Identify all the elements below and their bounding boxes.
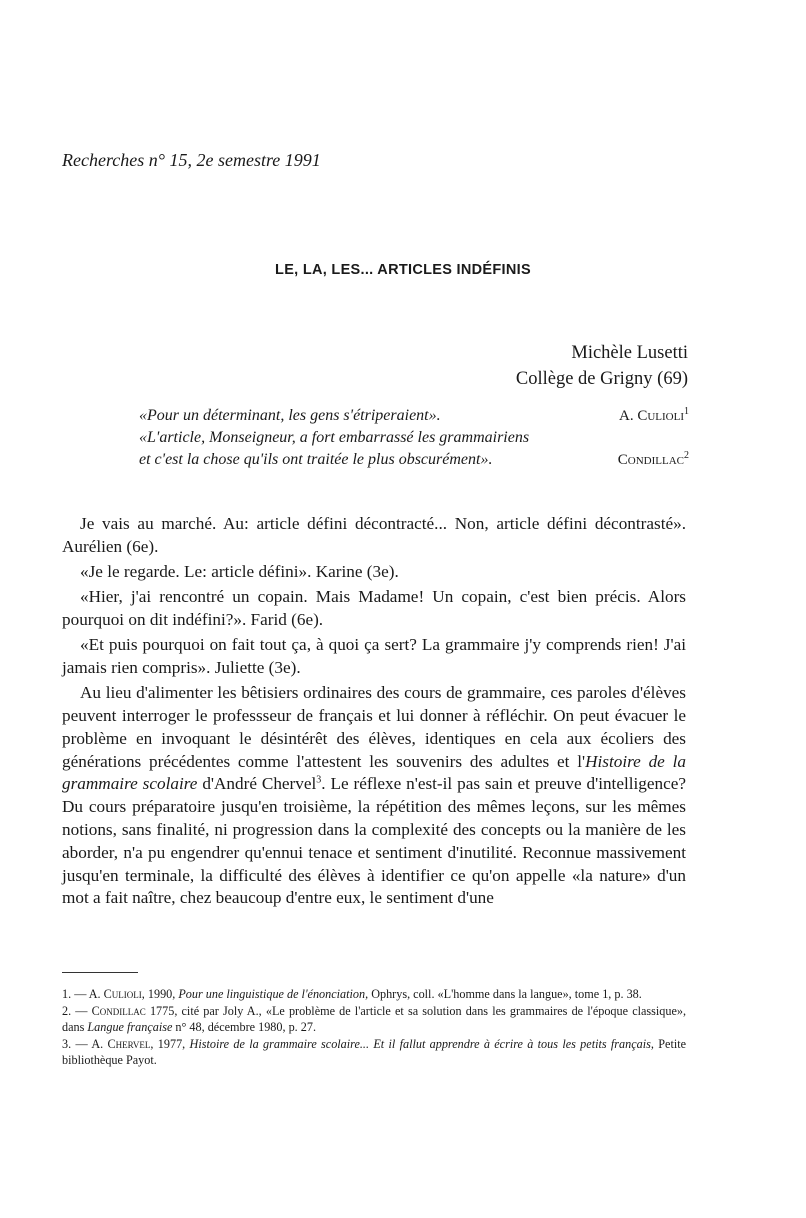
quote-juliette: «Et puis pourquoi on fait tout ça, à quoi ça sert? La grammaire j'y comprends rien! J'ai jamais rien compris». Juliette (3e). xyxy=(62,635,686,677)
quote-karine: «Je le regarde. Le: article défini». Karine (3e). xyxy=(80,561,399,581)
author-block xyxy=(516,340,688,392)
epigraph-quote-1: «Pour un déterminant, les gens s'étriperaient». xyxy=(139,407,441,424)
footnote-2-rest: n° 48, décembre 1980, p. 27. xyxy=(172,1020,317,1034)
epigraph-quote-2: «L'article, Monseigneur, a fort embarrassé les grammairiens xyxy=(139,429,530,446)
footnote-1-year: , 1990, xyxy=(141,987,179,1001)
footnote-1-rest: Ophrys, coll. «L'homme dans la langue», tome 1, p. 38. xyxy=(368,987,642,1001)
epigraph-source-2 xyxy=(618,449,689,471)
body-text-b: d'André Chervel xyxy=(197,774,317,794)
epigraph-quote-3: et c'est la chose qu'ils ont traitée le plus obscurément». xyxy=(139,451,493,468)
body-text-a: Au lieu d'alimenter les bêtisiers ordinaires des cours de grammaire, ces paroles d'élèves peuvent interroger le professseur de français et lui donner à réfléchir. On peut évacuer le problème en invoquant le désintérêt des élèves, identiques en cela aux écoliers des générations précédentes comme l'attestent les souvenirs des adultes et l' xyxy=(62,683,686,771)
footnote-3-rest: Petite bibliothèque Payot. xyxy=(62,1036,687,1067)
footnote-3-year: , 1977, xyxy=(150,1036,190,1051)
book-title: Histoire de la grammaire scolaire xyxy=(62,751,686,794)
quote-farid: «Hier, j'ai rencontré un copain. Mais Madame! Un copain, c'est bien précis. Alors pourquoi on dit indéfini?». Farid (6e). xyxy=(62,587,686,629)
body-paragraph xyxy=(62,682,686,910)
epigraph-source-1-name: A. Culioli xyxy=(619,408,684,424)
footnote-3 xyxy=(62,1036,686,1069)
footnote-2-author: Condillac xyxy=(91,1003,146,1018)
footnote-separator xyxy=(62,972,138,973)
footnote-2-prefix: 2. — xyxy=(62,1003,92,1018)
footnote-2-mid: 1775, cité par Joly A., «Le problème de l'article et sa solution dans les grammaires de l'époque classique», dans xyxy=(62,1003,687,1034)
quote-aurelien: Je vais au marché. Au: article défini décontracté... Non, article défini décontrasté». Aurélien (6e). xyxy=(62,514,686,556)
author-name: Michèle Lusetti xyxy=(571,343,688,363)
footnote-ref-3[interactable]: 3 xyxy=(316,774,322,786)
footnote-2 xyxy=(62,1003,686,1036)
article-body xyxy=(62,513,686,913)
footnote-1-prefix: 1. — A. xyxy=(62,987,104,1001)
epigraph-source-1 xyxy=(619,405,689,427)
epigraph-line-3 xyxy=(139,449,689,471)
article-title: LE, LA, LES... ARTICLES INDÉFINIS xyxy=(275,262,531,278)
footnote-ref-1[interactable]: 1 xyxy=(684,406,689,417)
epigraph xyxy=(139,405,689,471)
epigraph-line-2 xyxy=(139,427,689,449)
footnote-1-title: Pour une linguistique de l'énonciation, xyxy=(178,987,369,1001)
footnote-3-author: Chervel xyxy=(107,1036,151,1051)
epigraph-line-1 xyxy=(139,405,689,427)
footnote-ref-2[interactable]: 2 xyxy=(684,450,689,461)
footnote-1-author: Culioli xyxy=(103,987,142,1001)
author-affiliation: Collège de Grigny (69) xyxy=(515,369,688,389)
footnote-3-title: Histoire de la grammaire scolaire... Et il fallut apprendre à écrire à tous les petits français, xyxy=(189,1036,654,1051)
footnotes xyxy=(62,986,686,1069)
epigraph-source-2-name: Condillac xyxy=(617,452,684,468)
body-text-c: . Le réflexe n'est-il pas sain et preuve d'intelligence? Du cours préparatoire jusqu'en troisième, la répétition des mêmes leçons, sur les mêmes notions, sans finalité, ni progression dans la complexité des concepts ou la manière de les aborder, n'a pu engendrer qu'ennui tenace et sentiment d'inutilité. Reconnue massivement jusqu'en terminale, la difficulté des élèves à identifier ce qu'on appelle «la nature» d'un mot a fait naître, chez beaucoup d'entre eux, le sentiment d'une xyxy=(62,774,686,908)
footnote-2-title: Langue française xyxy=(87,1020,173,1034)
footnote-1 xyxy=(62,986,686,1003)
journal-header: Recherches n° 15, 2e semestre 1991 xyxy=(62,150,321,170)
footnote-3-prefix: 3. — A. xyxy=(62,1036,108,1051)
